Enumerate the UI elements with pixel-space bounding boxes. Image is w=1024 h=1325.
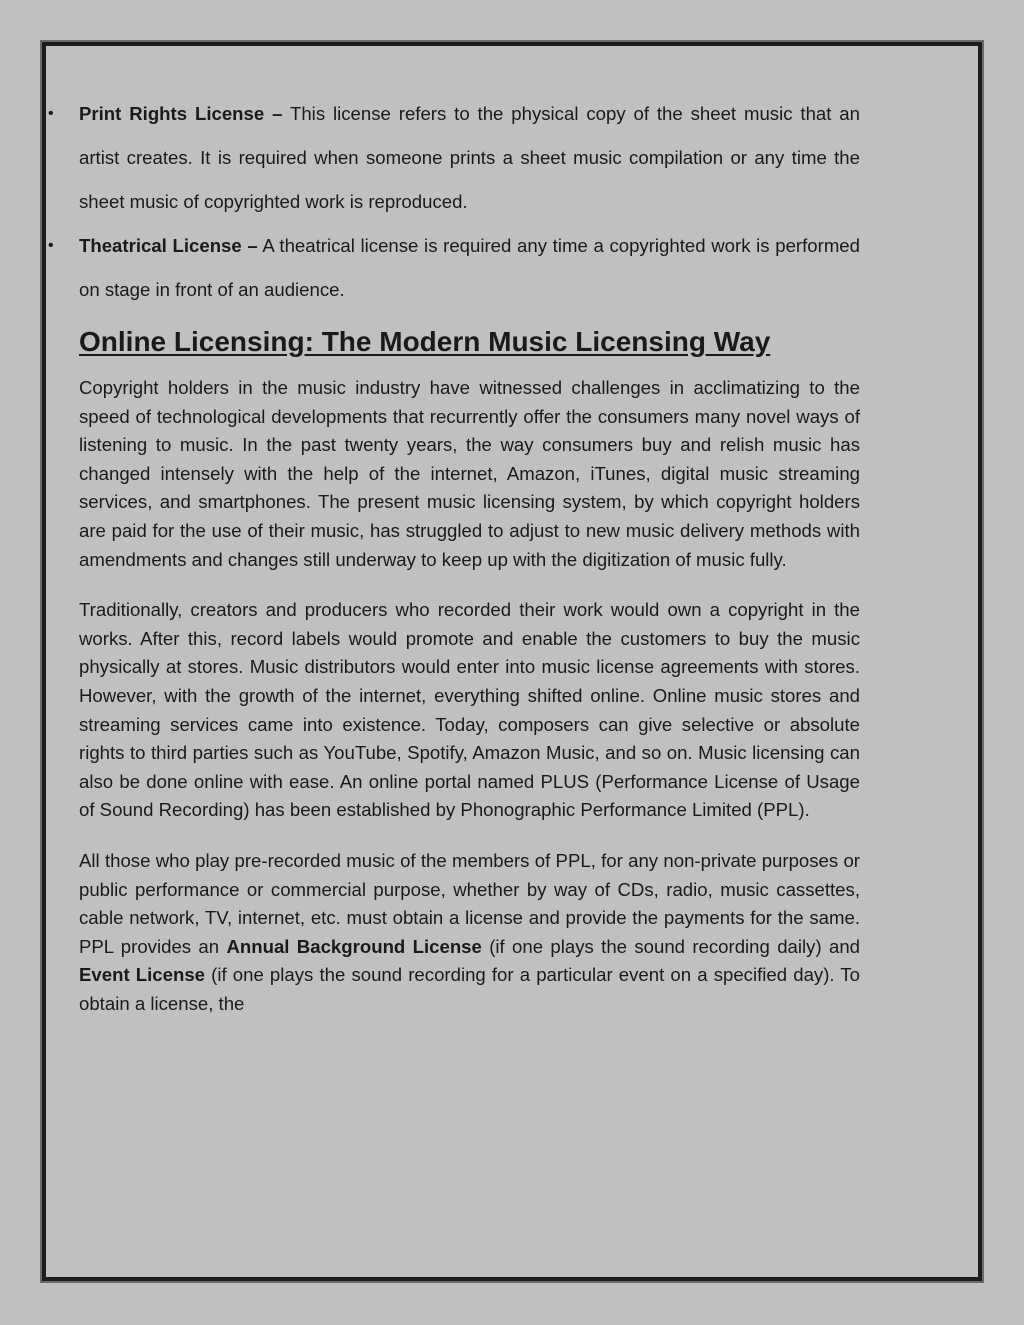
bullet-text: A theatrical license is required any time a copyrighted work is performed on stage in front of an audience.: [79, 235, 860, 300]
section-heading: Online Licensing: The Modern Music Licensing Way: [79, 326, 771, 357]
annual-background-license-term: Annual Background License: [226, 935, 482, 957]
bullet-icon: •: [48, 105, 54, 122]
bullet-print-rights: [48, 92, 860, 224]
paragraph-text: (if one plays the sound recording daily) and: [481, 935, 861, 957]
event-license-term: Event License: [79, 964, 206, 986]
paragraph-traditional-licensing: Traditionally, creators and producers who recorded their work would own a copyright in the works. After this, record labels would promote and enable the customers to buy the music physically at stores. Music distributors would enter into music license agreements with stores. However, with the growth of the internet, everything shifted online. Online music stores and streaming services came into existence. Today, composers can give selective or absolute rights to third parties such as YouTube, Spotify, Amazon Music, and so on. Music licensing can also be done online with ease. An online portal named PLUS (Performance License of Usage of Sound Recording) has been established by Phonographic Performance Limited (PPL).: [79, 599, 860, 821]
paragraph-ppl-licenses: [79, 847, 860, 1019]
bullet-term: Print Rights License –: [79, 103, 283, 124]
bullet-term: Theatrical License –: [79, 235, 258, 256]
bullet-text: This license refers to the physical copy of the sheet music that an artist creates. It is required when someone prints a sheet music compilation or any time the sheet music of copyrighted work is reproduced.: [79, 103, 860, 212]
bullet-icon: •: [48, 237, 54, 254]
paragraph-copyright-challenges: Copyright holders in the music industry have witnessed challenges in acclimatizing to the speed of technological developments that recurrently offer the consumers many novel ways of listening to music. In the past twenty years, the way consumers buy and relish music has changed intensely with the help of the internet, Amazon, iTunes, digital music streaming services, and smartphones. The present music licensing system, by which copyright holders are paid for the use of their music, has struggled to adjust to new music delivery methods with amendments and changes still underway to keep up with the digitization of music fully.: [79, 377, 860, 570]
paragraph-text: All those who play pre-recorded music of the members of PPL, for any non-private purposes or public performance or commercial purpose, whether by way of CDs, radio, music cassettes, cable network, TV, internet, etc. must obtain a license and provide the payments for the same. PPL provides an: [79, 849, 860, 957]
document-body: [48, 92, 861, 1040]
license-bullet-list: [48, 92, 860, 312]
bullet-theatrical: [48, 224, 860, 312]
paragraph-text: (if one plays the sound recording for a particular event on a specified day). To obtain a license, the: [79, 964, 860, 1014]
